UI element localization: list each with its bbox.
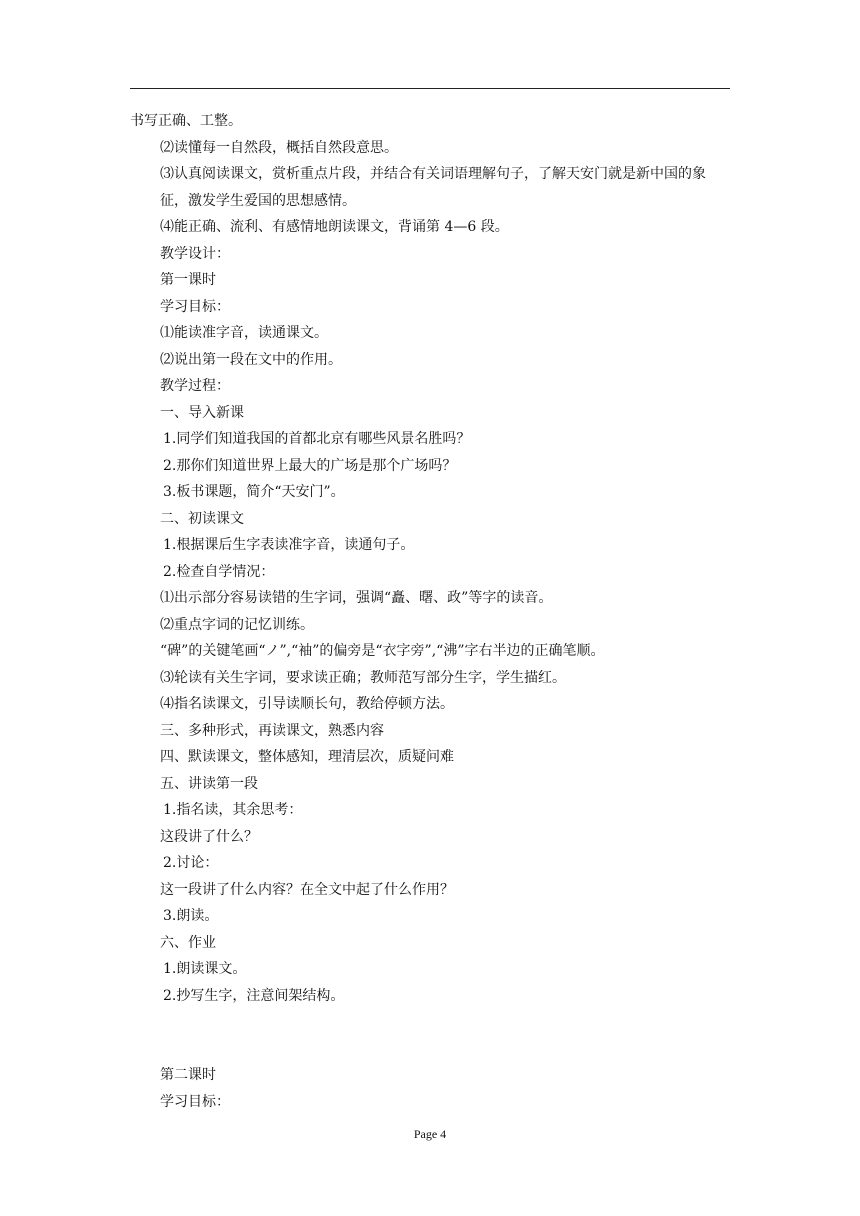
text-line: 书写正确、工整。 (130, 113, 242, 129)
text-line: ⑶轮读有关生字词，要求读正确；教师范写部分生字，学生描红。 (160, 669, 566, 686)
text-line: 1.指名读，其余思考： (163, 802, 303, 818)
text-line: ⑵说出第一段在文中的作用。 (160, 351, 342, 368)
text-line: 第二课时 (160, 1067, 216, 1083)
text-line: 一、导入新课 (160, 404, 244, 421)
text-line: ⑴出示部分容易读错的生字词，强调“矗、曙、政”等字的读音。 (160, 590, 553, 606)
text-line: 2.讨论： (163, 855, 219, 871)
document-body (130, 108, 730, 1115)
text-line: 三、多种形式，再读课文，熟悉内容 (160, 722, 384, 739)
text-line: 3.朗读。 (163, 908, 219, 924)
text-line: 学习目标： (160, 1093, 230, 1110)
text-line: ⑵重点字词的记忆训练。 (160, 616, 314, 633)
text-line: 1.朗读课文。 (163, 961, 247, 977)
text-line: ⑷指名读课文，引导读顺长句，教给停顿方法。 (160, 696, 454, 712)
text-line: ⑷能正确、流利、有感情地朗读课文，背诵第 4—6 段。 (160, 219, 509, 235)
text-line: ⑵读懂每一自然段，概括自然段意思。 (160, 139, 398, 156)
text-line: 教学设计： (160, 245, 230, 262)
text-line: 2.那你们知道世界上最大的广场是那个广场吗？ (163, 457, 457, 474)
text-line: 这一段讲了什么内容？在全文中起了什么作用？ (160, 881, 454, 898)
lesson-plan-part-one (130, 108, 730, 1009)
text-line: 1.根据课后生字表读准字音，读通句子。 (163, 537, 415, 553)
text-line: 二、初读课文 (160, 510, 244, 527)
text-line: 3.板书课题，简介“天安门”。 (163, 484, 345, 500)
text-line: 五、讲读第一段 (160, 775, 258, 792)
text-line: 2.抄写生字，注意间架结构。 (163, 987, 345, 1004)
text-line: 2.检查自学情况： (163, 563, 275, 580)
text-line: “碑”的关键笔画“ノ”,“袖”的偏旁是“衣字旁”,“沸”字右半边的正确笔顺。 (160, 643, 605, 659)
page-number: Page 4 (413, 1127, 447, 1141)
text-line: ⑴能读准字音，读通课文。 (160, 325, 328, 341)
lesson-plan-part-two (130, 1062, 730, 1115)
text-line: 六、作业 (160, 934, 216, 951)
text-line: 教学过程： (160, 378, 230, 394)
text-line: ⑶认真阅读课文，赏析重点片段，并结合有关词语理解句子，了解天安门就是新中国的象征，激发学生爱国的思想感情。 (160, 166, 706, 209)
header-rule (130, 88, 730, 89)
text-line: 1.同学们知道我国的首都北京有哪些风景名胜吗？ (163, 431, 471, 447)
text-line: 学习目标： (160, 298, 230, 315)
text-line: 这段讲了什么？ (160, 828, 258, 845)
text-line: 四、默读课文，整体感知，理清层次，质疑问难 (160, 749, 454, 765)
text-line: 第一课时 (160, 272, 216, 288)
blank-space (130, 1009, 730, 1062)
